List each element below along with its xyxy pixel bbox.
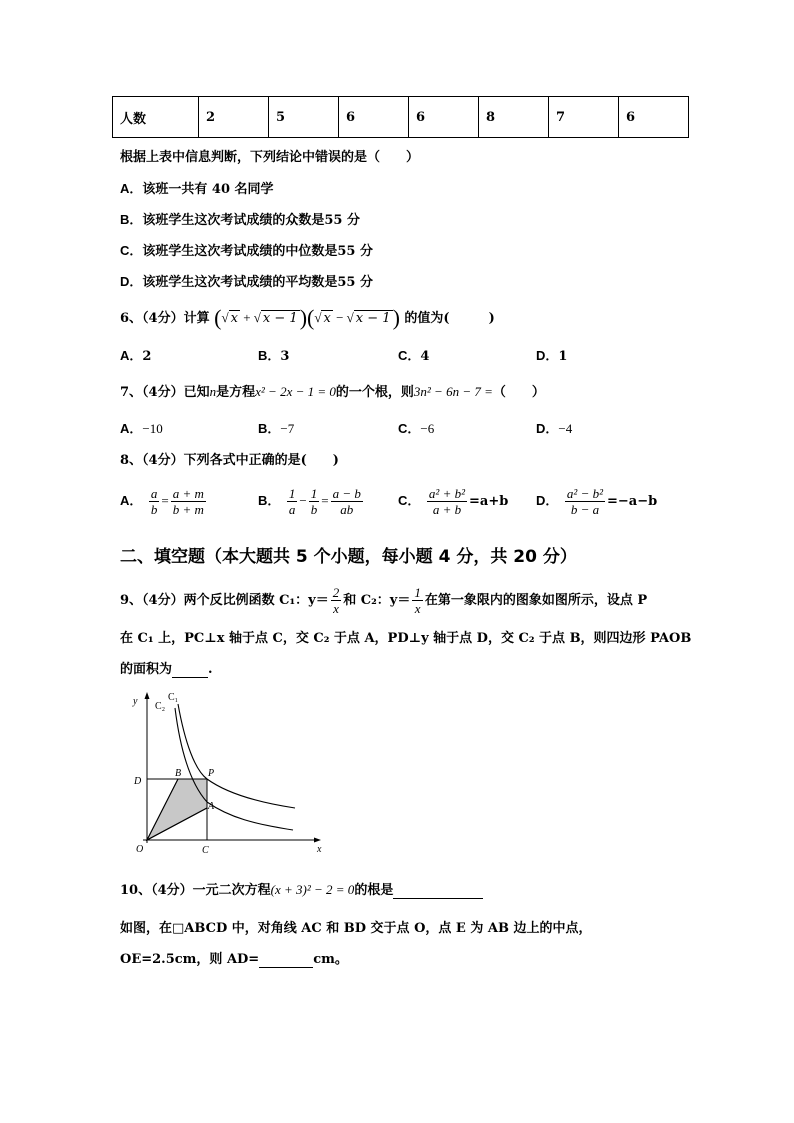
q10-stem: 10、（4分）一元二次方程(x + 3)² − 2 = 0的根是 [120,879,483,899]
q7-stem: 7、（4分）已知n是方程x² − 2x − 1 = 0的一个根，则3n² − 6n − 7 =（ ） [120,384,545,400]
q9-line-2: 在 C₁ 上，PC⊥x 轴于点 C，交 C₂ 于点 A，PD⊥y 轴于点 D，交 C₂ 于点 B，则四边形 PAOB [120,631,692,646]
answer-blank[interactable] [172,662,208,678]
fraction: $\frac{a + m}{b + m}$ [172,486,204,517]
q8-option-d: D． $\frac{\text{a² − b²}}{b - a}$ =−a−b [536,486,658,517]
q5-stem: 根据上表中信息判断，下列结论中错误的是（ ） [120,150,420,165]
fraction: $\frac{a}{b}$ [150,486,158,517]
q6-option-c: C．4 [398,348,430,364]
q6-option-d: D．1 [536,348,568,364]
fraction: $\frac{1}{a}$ [288,486,296,517]
table-cell: 2 [199,97,269,138]
section-title: 二、填空题（本大题共 5 个小题，每小题 4 分，共 20 分） [120,547,577,567]
table-cell: 7 [549,97,619,138]
fraction: $\frac{1}{b}$ [310,486,318,517]
fraction: $\frac{\text{a² + b²}}{a + b}$ [428,486,465,517]
shaded-quadrilateral-paob [147,779,207,840]
table-cell: 6 [339,97,409,138]
q8-option-b: B． $\frac{1}{a}$ − $\frac{1}{b}$ = $\frac{a - b}{ab}$ [258,486,361,517]
q7-option-c: C．−6 [398,421,435,436]
q7-option-b: B．−7 [258,421,295,436]
label-b: B [175,768,182,779]
q5-option-c: C．该班学生这次考试成绩的中位数是55 分 [120,243,374,259]
q5-option-b: B．该班学生这次考试成绩的众数是55 分 [120,212,361,228]
fraction: $\frac{\text{a² − b²}}{b - a}$ [566,486,603,517]
q6-option-a: A．2 [120,348,152,364]
q11-line-2: OE=2.5cm，则 AD= cm。 [120,952,348,967]
q11-line-1: 如图，在□ABCD 中，对角线 AC 和 BD 交于点 O，点 E 为 AB 边上的中点， [120,921,592,936]
label-c: C [202,845,209,856]
table-cell: 5 [269,97,339,138]
q6-option-b: B．3 [258,348,290,364]
table-row [113,97,689,138]
answer-blank[interactable] [393,883,483,899]
q9-line-1: 9、（4分）两个反比例函数 C₁：y＝ $\frac{2}{x}$ 和 C₂：y＝ $\frac{1}{x}$ 在第一象限内的图象如图所示，设点 P [120,585,648,616]
inverse-proportion-figure [125,688,335,858]
y-axis-arrow [145,692,150,699]
label-d: D [134,776,142,787]
label-o: O [136,844,144,855]
label-p: P [208,768,215,779]
q9-line-3: 的面积为 . [120,662,213,677]
label-y: y [133,696,138,707]
answer-blank[interactable] [259,952,313,968]
q6-stem: 6、（4分）计算 (√ x + √ x − 1)(√ x − √ x − 1) 的值为( ) [120,305,495,330]
fraction: $\frac{a - b}{ab}$ [332,486,361,517]
q5-option-d: D．该班学生这次考试成绩的平均数是55 分 [120,274,374,290]
q5-option-a: A．该班一共有 40 名同学 [120,181,274,197]
fraction: $\frac{2}{x}$ [332,585,340,616]
table-row-label: 人数 [113,97,199,138]
label-x: x [317,844,322,855]
fraction: $\frac{1}{x}$ [414,585,421,616]
table-cell: 6 [619,97,689,138]
label-c2: C₂ [155,701,166,712]
q7-option-d: D．−4 [536,421,573,436]
q7-option-a: A．−10 [120,421,163,436]
label-a: A [208,801,215,812]
score-table [112,96,689,138]
q8-option-c: C． $\frac{\text{a² + b²}}{a + b}$ =a+b [398,486,509,517]
q8-stem: 8、（4分）下列各式中正确的是( ) [120,453,339,468]
q8-option-a: A． $\frac{a}{b}$ = $\frac{a + m}{b + m}$ [120,486,204,517]
table-cell: 8 [479,97,549,138]
label-c1: C₁ [168,692,179,703]
x-axis-arrow [314,838,321,843]
table-cell: 6 [409,97,479,138]
